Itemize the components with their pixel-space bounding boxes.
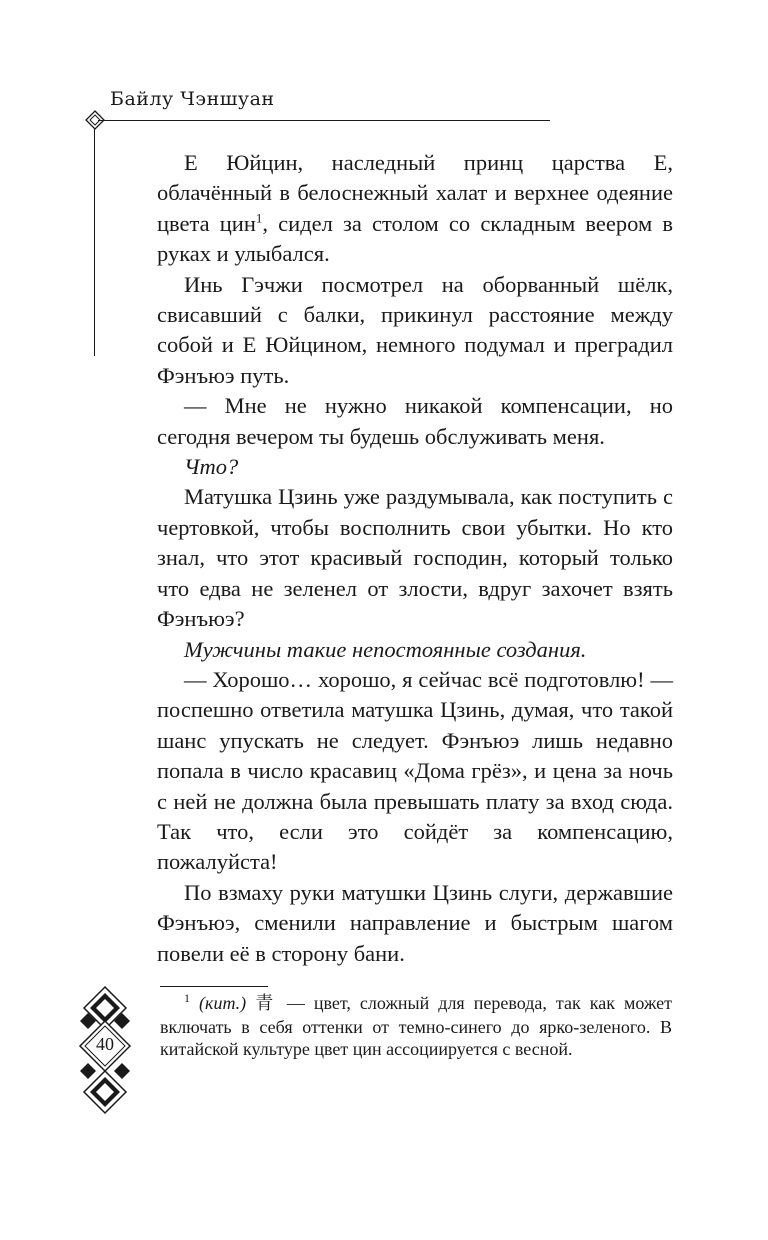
- body-text: [157, 148, 673, 969]
- footnote-rule: [160, 986, 268, 987]
- footnote-character: 青: [255, 993, 278, 1014]
- paragraph: По взмаху руки матушки Цзинь слуги, державшие Фэнъюэ, сменили направление и быстрым шагом повели её в сторону бани.: [157, 879, 673, 966]
- header-rule: [98, 120, 550, 121]
- running-header-title: Байлу Чэншуан: [110, 88, 275, 110]
- paragraph: Е Юйцин, наследный принц царства Е, облачённый в белоснежный халат и верхнее одеяние цвета цин$^1$, сидел за столом со складным веером в руках и улыбался.: [157, 150, 673, 267]
- paragraph: — Мне не нужно никакой компенсации, но сегодня вечером ты будешь обслуживать меня.: [157, 393, 673, 449]
- paragraph-italic: Что?: [184, 454, 239, 480]
- paragraph-italic: Мужчины такие непостоянные создания.: [184, 636, 587, 662]
- footnote-lang: (кит.): [199, 993, 247, 1013]
- footnote-text: [160, 992, 672, 1061]
- footnote-number: 1: [184, 991, 190, 1005]
- footnote: [160, 992, 672, 1061]
- footnote-body: — цвет, сложный для перевода, так как может включать в себя оттенки от темно-синего до ярко-зеленого. В китайской культуре цвет цин ассоциируется с весной.: [160, 993, 673, 1060]
- paragraph: Инь Гэчжи посмотрел на оборванный шёлк, свисавший с балки, прикинул расстояние между собой и Е Юйцином, немного подумал и преградил Фэнъюэ путь.: [157, 271, 673, 388]
- paragraph: Матушка Цзинь уже раздумывала, как поступить с чертовкой, чтобы восполнить свои убытки. Но кто знал, что этот красивый господин, который только что едва не зеленел от злости, вдруг захочет взять Фэнъюэ?: [157, 484, 673, 632]
- footnote-ref: 1: [255, 210, 263, 226]
- page-number: 40: [96, 1034, 114, 1054]
- side-rule: [94, 128, 95, 356]
- paragraph: — Хорошо… хорошо, я сейчас всё подготовлю! — поспешно ответила матушка Цзинь, думая, что такой шанс упускать не следует. Фэнъюэ лишь недавно попала в число красавиц «Дома грёз», и цена за ночь с ней не должна была превышать плату за вход сюда. Так что, если это сойдёт за компенсацию, пожалуйста!: [157, 666, 673, 875]
